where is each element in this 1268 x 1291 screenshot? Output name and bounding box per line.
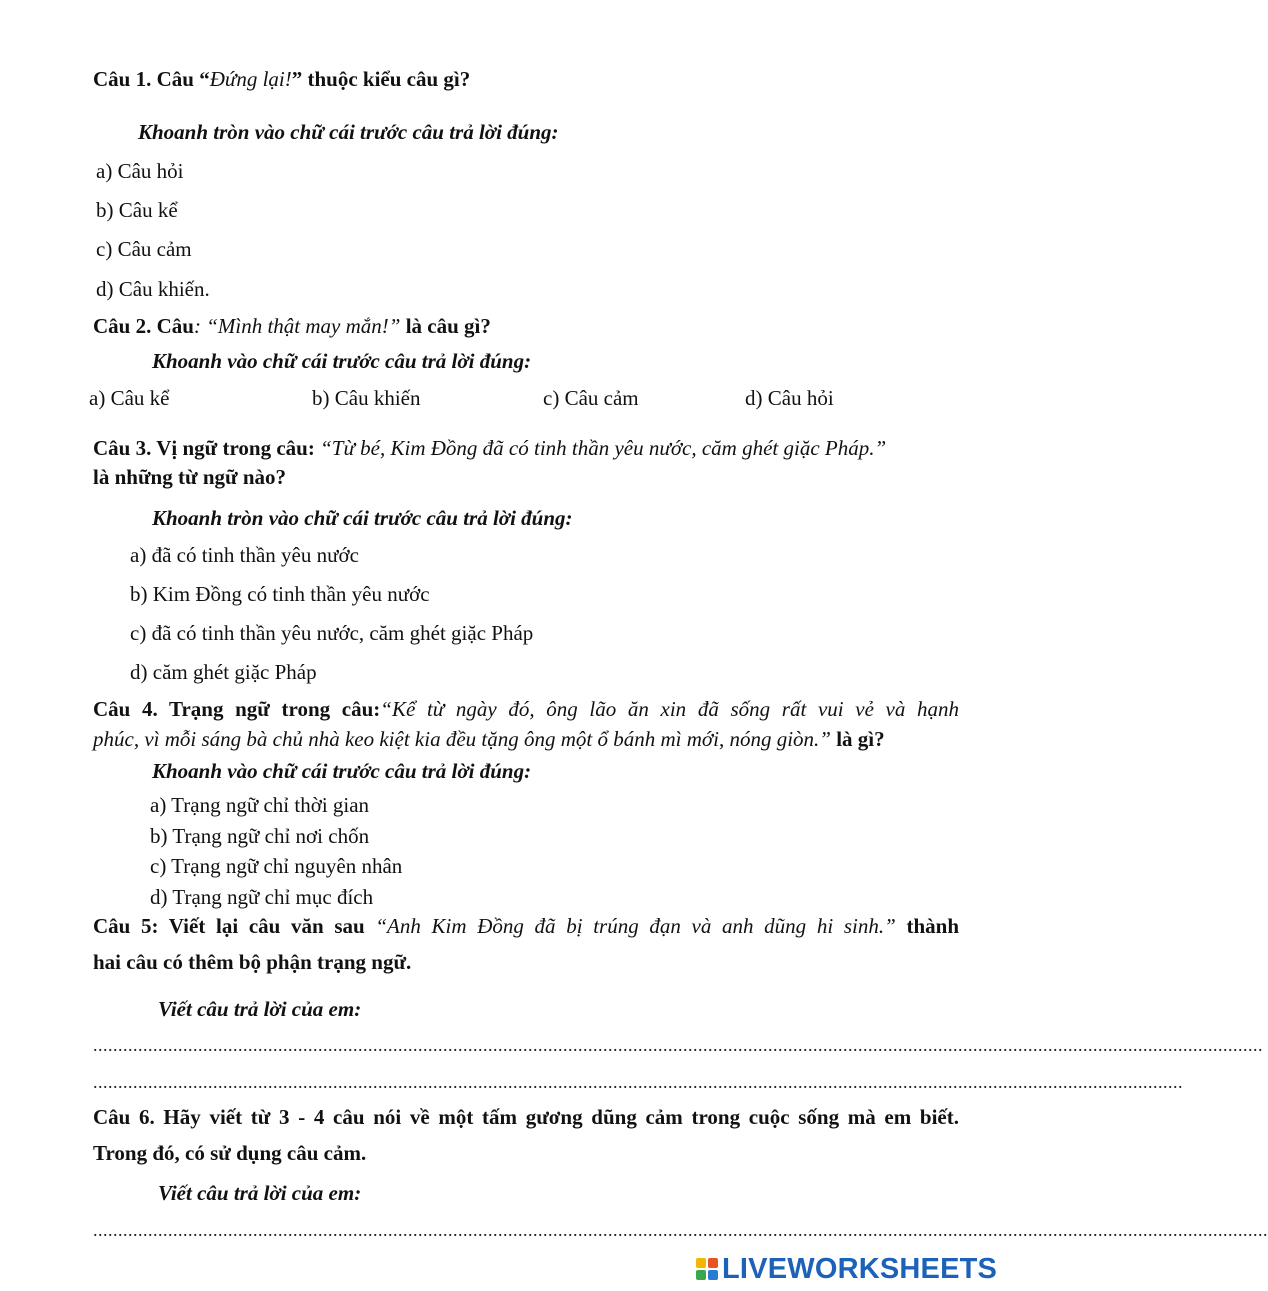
q3-option-d[interactable]: d) căm ghét giặc Pháp bbox=[130, 660, 317, 684]
q3-quote: “Từ bé, Kim Đồng đã có tinh thần yêu nước, căm ghét giặc Pháp.” bbox=[314, 436, 887, 460]
q5-label: Câu 5: Viết lại câu văn sau bbox=[93, 914, 365, 938]
q5-tail: thành bbox=[895, 914, 959, 938]
q3-option-b[interactable]: b) Kim Đồng có tinh thần yêu nước bbox=[130, 582, 430, 606]
q1-option-d[interactable]: d) Câu khiến. bbox=[96, 277, 210, 301]
q4-option-d[interactable]: d) Trạng ngữ chỉ mục đích bbox=[150, 885, 374, 909]
question-4-title-line2 bbox=[93, 726, 885, 752]
q2-label: Câu 2. Câu bbox=[93, 314, 194, 338]
q4-option-b[interactable]: b) Trạng ngữ chỉ nơi chốn bbox=[150, 824, 370, 848]
q1-quote: Đứng lại! bbox=[209, 67, 292, 91]
q4-option-c[interactable]: c) Trạng ngữ chỉ nguyên nhân bbox=[150, 854, 403, 878]
question-5-title-line1 bbox=[93, 913, 959, 939]
q2-tail: là câu gì? bbox=[400, 314, 491, 338]
q5-quote: “Anh Kim Đồng đã bị trúng đạn và anh dũng hi sinh.” bbox=[364, 914, 896, 938]
logo-tile-4 bbox=[708, 1270, 718, 1280]
q4-instruction: Khoanh vào chữ cái trước câu trả lời đúng: bbox=[152, 759, 532, 783]
liveworksheets-tiles-icon bbox=[696, 1258, 718, 1280]
q4-label: Câu 4. Trạng ngữ trong câu: bbox=[93, 697, 381, 721]
q5-instruction: Viết câu trả lời của em: bbox=[158, 997, 362, 1021]
q1-option-b[interactable]: b) Câu kể bbox=[96, 198, 178, 222]
q4-option-a[interactable]: a) Trạng ngữ chỉ thời gian bbox=[150, 793, 370, 817]
q6-title-line1: Câu 6. Hãy viết từ 3 - 4 câu nói về một tấm gương dũng cảm trong cuộc sống mà em biết. bbox=[93, 1105, 959, 1129]
logo-tile-2 bbox=[708, 1258, 718, 1268]
logo-tile-1 bbox=[696, 1258, 706, 1268]
q1-tail: ” thuộc kiểu câu gì? bbox=[291, 67, 471, 91]
liveworksheets-logo bbox=[696, 1252, 997, 1286]
q2-option-c[interactable]: c) Câu cảm bbox=[543, 386, 639, 410]
q2-quote: : “Mình thật may mắn!” bbox=[193, 314, 401, 338]
question-2-title bbox=[93, 313, 491, 339]
q3-instruction: Khoanh tròn vào chữ cái trước câu trả lời đúng: bbox=[152, 506, 573, 530]
q4-quote-line2: phúc, vì mỗi sáng bà chủ nhà keo kiệt kia đều tặng ông một ổ bánh mì mới, nóng giòn.” bbox=[93, 727, 831, 751]
q6-title-line2: Trong đó, có sử dụng câu cảm. bbox=[93, 1141, 367, 1165]
q5-answer-line-1[interactable]: .......................................................................................................................................................................................................................................... bbox=[93, 1035, 1263, 1055]
q1-option-c[interactable]: c) Câu cảm bbox=[96, 237, 192, 261]
q6-instruction: Viết câu trả lời của em: bbox=[158, 1181, 362, 1205]
question-1-title bbox=[93, 66, 470, 92]
q5-answer-line-2[interactable]: .......................................................................................................................................................................................................................... bbox=[93, 1072, 1183, 1092]
q1-label: Câu 1. Câu “ bbox=[93, 67, 210, 91]
q2-option-a[interactable]: a) Câu kể bbox=[89, 386, 170, 410]
question-3-title bbox=[93, 435, 886, 461]
q4-quote-line1: “Kể từ ngày đó, ông lão ăn xin đã sống rất vui vẻ và hạnh bbox=[380, 697, 959, 721]
q5-title-line2: hai câu có thêm bộ phận trạng ngữ. bbox=[93, 950, 412, 974]
q2-instruction: Khoanh vào chữ cái trước câu trả lời đúng: bbox=[152, 349, 532, 373]
q6-answer-line-1[interactable]: ........................................................................................................................................................................................................................................... bbox=[93, 1220, 1268, 1240]
question-4-title-line1 bbox=[93, 696, 959, 722]
logo-tile-3 bbox=[696, 1270, 706, 1280]
q3-tail: là những từ ngữ nào? bbox=[93, 465, 287, 489]
q3-option-a[interactable]: a) đã có tinh thần yêu nước bbox=[130, 543, 359, 567]
q2-option-d[interactable]: d) Câu hỏi bbox=[745, 386, 834, 410]
q1-option-a[interactable]: a) Câu hỏi bbox=[96, 159, 184, 183]
q4-tail: là gì? bbox=[830, 727, 885, 751]
q3-label: Câu 3. Vị ngữ trong câu: bbox=[93, 436, 315, 460]
q3-option-c[interactable]: c) đã có tinh thần yêu nước, căm ghét giặc Pháp bbox=[130, 621, 534, 645]
q1-instruction: Khoanh tròn vào chữ cái trước câu trả lời đúng: bbox=[138, 120, 559, 144]
brand-name: LIVEWORKSHEETS bbox=[722, 1252, 998, 1285]
q2-option-b[interactable]: b) Câu khiến bbox=[312, 386, 421, 410]
